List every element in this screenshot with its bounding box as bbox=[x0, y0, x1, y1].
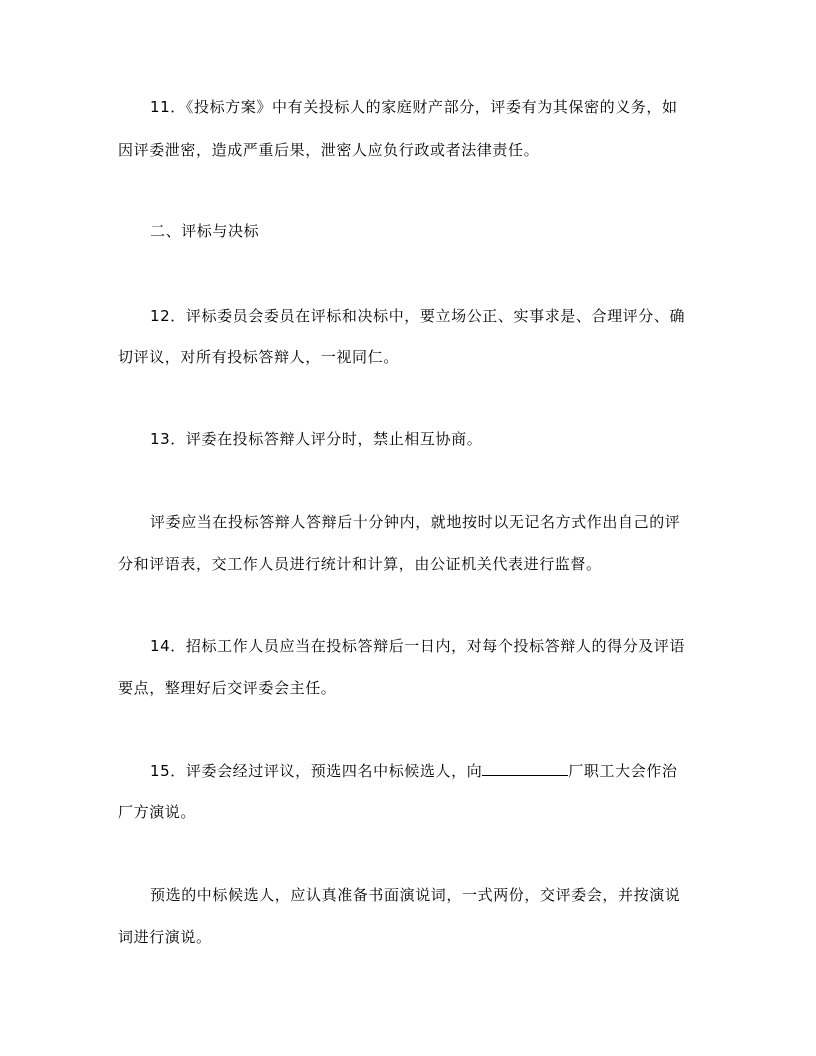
paragraph-11-line-1: 11．《投标方案》中有关投标人的家庭财产部分，评委有为其保密的义务，如 bbox=[150, 98, 678, 116]
paragraph-12-line-2: 切评议，对所有投标答辩人，一视同仁。 bbox=[118, 348, 399, 366]
paragraph-15-line-1 bbox=[150, 761, 678, 781]
paragraph-15-line-1-after-blank: 厂职工大会作治 bbox=[568, 762, 678, 780]
paragraph-14-line-2: 要点，整理好后交评委会主任。 bbox=[118, 679, 337, 697]
paragraph-13b-line-1: 评委应当在投标答辩人答辩后十分钟内，就地按时以无记名方式作出自己的评 bbox=[150, 513, 681, 531]
paragraph-11-line-2: 因评委泄密，造成严重后果，泄密人应负行政或者法律责任。 bbox=[118, 141, 540, 159]
paragraph-12-line-1: 12．评标委员会委员在评标和决标中，要立场公正、实事求是、合理评分、确 bbox=[150, 307, 686, 325]
section-2-heading: 二、评标与决标 bbox=[150, 222, 260, 240]
paragraph-15b-line-2: 词进行演说。 bbox=[118, 928, 212, 946]
paragraph-14-line-1: 14．招标工作人员应当在投标答辩后一日内，对每个投标答辩人的得分及评语 bbox=[150, 637, 686, 655]
paragraph-15b-line-1: 预选的中标候选人，应认真准备书面演说词，一式两份，交评委会，并按演说 bbox=[150, 886, 681, 904]
paragraph-15-line-1-before-blank: 15．评委会经过评议，预选四名中标候选人，向 bbox=[150, 762, 483, 780]
paragraph-15-line-2: 厂方演说。 bbox=[118, 803, 197, 821]
fill-in-blank bbox=[482, 761, 568, 776]
paragraph-13b-line-2: 分和评语表，交工作人员进行统计和计算，由公证机关代表进行监督。 bbox=[118, 555, 602, 573]
paragraph-13-line-1: 13．评委在投标答辩人评分时，禁止相互协商。 bbox=[150, 430, 483, 448]
